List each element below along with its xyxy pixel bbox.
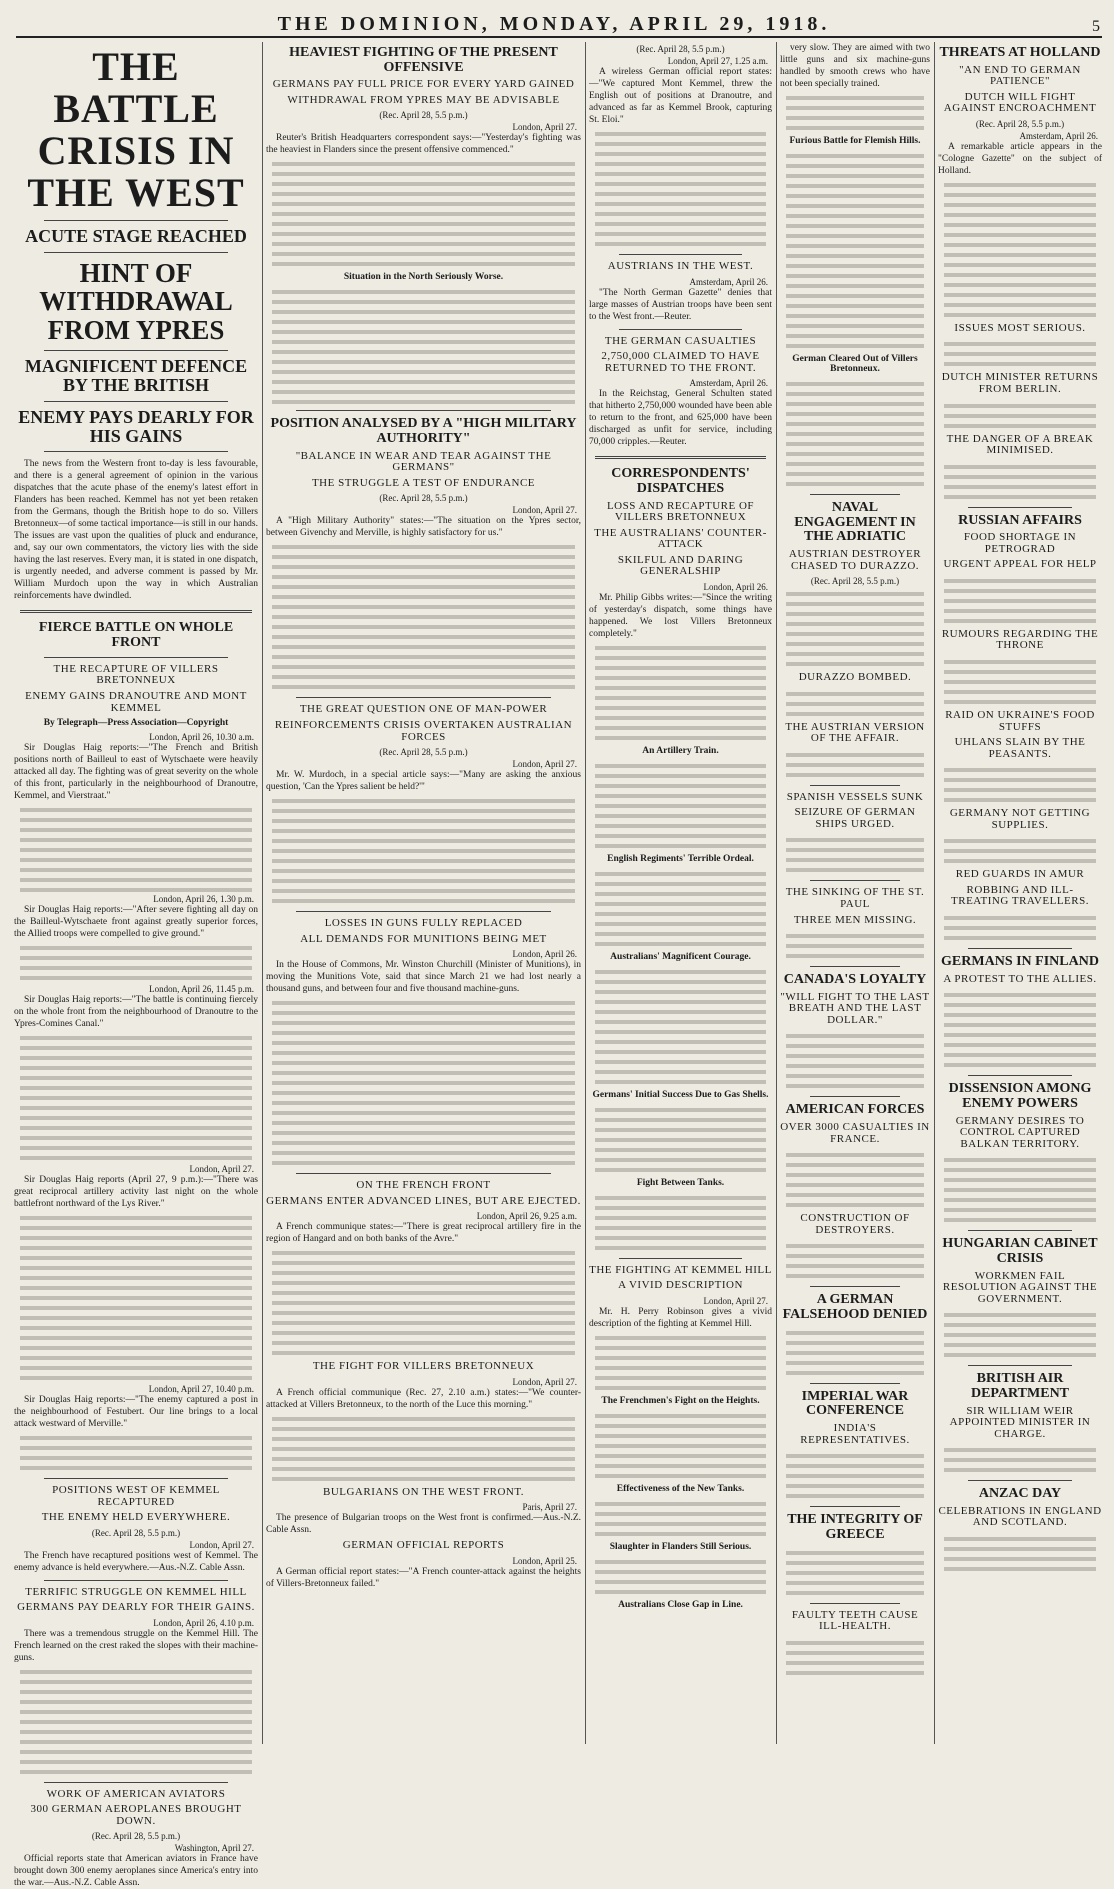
article-paragraph: Mr. H. Perry Robinson gives a vivid description of the fighting at Kemmel Hill.	[589, 1306, 772, 1329]
text-lines	[944, 835, 1096, 865]
divider	[296, 911, 551, 912]
dateline: London, April 25.	[512, 1555, 577, 1566]
text-block	[938, 912, 1102, 942]
headline: DISSENSION AMONG ENEMY POWERS	[948, 1081, 1092, 1111]
dateline: London, April 27.	[189, 1539, 254, 1550]
dateline: London, April 26, 9.25 a.m.	[476, 1211, 577, 1222]
text-block	[14, 1432, 258, 1472]
text-lines	[595, 1104, 766, 1174]
text-lines	[595, 1498, 766, 1538]
section-subhead: Furious Battle for Flemish Hills.	[789, 136, 921, 146]
column-rule	[262, 42, 263, 1744]
article-paragraph: A remarkable article appears in the "Cologne Gazette" on the subject of Holland.	[938, 141, 1102, 176]
dateline: London, April 27.	[512, 1376, 577, 1387]
section-subhead: An Artillery Train.	[642, 745, 719, 756]
headline: TERRIFIC STRUGGLE ON KEMMEL HILL	[25, 1585, 247, 1598]
dateline: London, April 26.	[512, 949, 577, 960]
subheadline: WORKMEN FAIL RESOLUTION AGAINST THE GOVERNMENT.	[942, 1269, 1098, 1305]
headline: THREATS AT HOLLAND	[939, 45, 1101, 60]
text-lines	[944, 179, 1096, 319]
subheadline: DUTCH MINISTER RETURNS FROM BERLIN.	[941, 371, 1099, 395]
text-lines	[786, 1149, 924, 1209]
text-block	[266, 158, 581, 268]
subheadline: GERMANS ENTER ADVANCED LINES, BUT ARE EJECTED.	[266, 1194, 581, 1207]
divider	[810, 1096, 900, 1097]
text-lines	[786, 749, 924, 779]
text-lines	[272, 286, 575, 404]
text-block	[14, 1032, 258, 1162]
text-lines	[786, 1240, 924, 1280]
text-block	[780, 1030, 930, 1090]
subheadline: LOSS AND RECAPTURE OF VILLERS BRETONNEUX	[606, 499, 755, 524]
text-lines	[944, 461, 1096, 501]
dateline: London, April 26, 10.30 a.m.	[149, 732, 254, 743]
dateline: London, April 27.	[512, 122, 577, 133]
text-block	[938, 1154, 1102, 1224]
subheadline: THE STRUGGLE A TEST OF ENDURANCE	[311, 476, 536, 489]
section-subhead: Situation in the North Seriously Worse.	[343, 272, 504, 283]
subheadline: ALL DEMANDS FOR MUNITIONS BEING MET	[300, 932, 547, 945]
divider	[810, 1286, 900, 1287]
divider	[810, 966, 900, 967]
text-lines	[595, 966, 766, 1086]
dateline: London, April 27.	[512, 505, 577, 516]
article-paragraph: Sir Douglas Haig reports (April 27, 9 p.m.):—"There was great reciprocal artillery activity last night on the whole battlefront northward of the Lys River."	[14, 1175, 258, 1210]
headline: AMERICAN FORCES	[785, 1102, 925, 1118]
text-lines	[786, 1030, 924, 1090]
text-block	[266, 541, 581, 691]
text-block	[780, 1149, 930, 1209]
subheadline: GERMANY NOT GETTING SUPPLIES.	[949, 807, 1091, 831]
text-lines	[595, 128, 766, 248]
text-block	[266, 795, 581, 905]
subheadline: THREE MEN MISSING.	[793, 913, 917, 926]
text-block	[589, 1332, 772, 1392]
headline: THE FIGHT FOR VILLERS BRETONNEUX	[312, 1360, 535, 1373]
column-1	[14, 42, 258, 1889]
subheadline: OVER 3000 CASUALTIES IN FRANCE.	[780, 1121, 930, 1145]
divider	[595, 456, 766, 459]
divider	[619, 329, 742, 330]
text-block	[14, 804, 258, 892]
text-lines	[20, 1432, 252, 1472]
text-lines	[595, 1192, 766, 1252]
text-lines	[944, 1444, 1096, 1474]
article-paragraph: Official reports state that American aviators in France have brought down 300 enemy aeroplanes since America's entry into the war.—Aus.-N.Z. Cable Assn.	[14, 1854, 258, 1889]
subheadline: 300 GERMAN AEROPLANES BROUGHT DOWN.	[30, 1803, 242, 1827]
article-paragraph: A wireless German official report states:—"We captured Mont Kemmel, threw the English out of positions at Dranoutre, and advanced as far as Kemmel Brook, capturing St. Eloi."	[589, 67, 772, 125]
section-subhead: Effectiveness of the New Tanks.	[616, 1483, 745, 1494]
headline: IMPERIAL WAR CONFERENCE	[801, 1388, 909, 1419]
headline: RUSSIAN AFFAIRS	[958, 512, 1082, 528]
text-block	[780, 834, 930, 874]
section-subhead: Germans' Initial Success Due to Gas Shells.	[592, 1089, 769, 1100]
headline: ACUTE STAGE REACHED	[25, 226, 247, 246]
divider	[810, 1506, 900, 1507]
dateline: London, April 27, 1.25 a.m.	[667, 56, 768, 66]
headline: MAGNIFICENT DEFENCE BY THE BRITISH	[24, 355, 248, 395]
headline: THE BATTLE CRISIS IN THE WEST	[27, 44, 245, 215]
subheadline: "BALANCE IN WEAR AND TEAR AGAINST THE GERMANS"	[295, 449, 552, 474]
subheadline: GERMANY DESIRES TO CONTROL CAPTURED BALKAN TERRITORY.	[955, 1114, 1085, 1150]
subheadline: RUMOURS REGARDING THE THRONE	[941, 627, 1099, 652]
text-block	[589, 1104, 772, 1174]
dateline: London, April 26, 11.45 p.m.	[149, 984, 254, 995]
dateline: Amsterdam, April 26.	[1019, 130, 1098, 141]
subheadline: ENEMY GAINS DRANOUTRE AND MONT KEMMEL	[25, 689, 247, 714]
dateline: London, April 26, 4.10 p.m.	[153, 1617, 254, 1628]
text-lines	[272, 1247, 575, 1357]
dateline: (Rec. April 28, 5.5 p.m.)	[379, 747, 468, 758]
text-block	[780, 378, 930, 488]
article-paragraph: In the House of Commons, Mr. Winston Churchill (Minister of Munitions), in moving the Munitions Vote, said that since March 21 we had lost nearly a thousand guns, and between four and five thousand machine-guns.	[266, 960, 581, 995]
dateline: London, April 27.	[703, 1295, 768, 1306]
divider	[296, 697, 551, 698]
column-rule	[585, 42, 586, 1744]
text-block	[589, 966, 772, 1086]
text-block	[938, 1444, 1102, 1474]
text-lines	[272, 795, 575, 905]
dateline: (Rec. April 28, 5.5 p.m.)	[975, 118, 1065, 129]
text-lines	[944, 656, 1096, 706]
headline: FAULTY TEETH CAUSE ILL-HEALTH.	[791, 1608, 919, 1633]
headline: HEAVIEST FIGHTING OF THE PRESENT OFFENSIVE	[289, 45, 558, 75]
subheadline: ROBBING AND ILL-TREATING TRAVELLERS.	[951, 883, 1089, 908]
text-block	[938, 989, 1102, 1069]
text-block	[780, 150, 930, 350]
text-lines	[20, 804, 252, 892]
dateline: (Rec. April 28, 5.5 p.m.)	[379, 493, 468, 504]
text-block	[938, 575, 1102, 625]
column-3	[589, 42, 772, 1748]
subheadline: URGENT APPEAL FOR HELP	[943, 558, 1097, 571]
divider	[810, 1603, 900, 1604]
subheadline: THE ENEMY HELD EVERYWHERE.	[41, 1511, 231, 1524]
text-block	[589, 642, 772, 742]
section-subhead: Fight Between Tanks.	[636, 1177, 725, 1188]
subheadline: RAID ON UKRAINE'S FOOD STUFFS	[945, 709, 1095, 733]
text-block	[780, 588, 930, 668]
divider	[44, 657, 228, 658]
divider	[20, 610, 252, 613]
text-lines	[595, 642, 766, 742]
text-block	[938, 338, 1102, 368]
text-block	[589, 868, 772, 948]
headline: ANZAC DAY	[978, 1486, 1062, 1502]
text-block	[780, 92, 930, 132]
article-paragraph: There was a tremendous struggle on the Kemmel Hill. The French learned on the crest raked the slopes with their machine-guns.	[14, 1628, 258, 1663]
headline: ON THE FRENCH FRONT	[356, 1179, 491, 1192]
divider	[44, 451, 228, 452]
subheadline: WITHDRAWAL FROM YPRES MAY BE ADVISABLE	[287, 93, 560, 106]
text-lines	[944, 912, 1096, 942]
text-lines	[944, 1533, 1096, 1573]
section-subhead: Australians Close Gap in Line.	[618, 1599, 743, 1610]
article-paragraph: A "High Military Authority" states:—"The situation on the Ypres sector, between Givenchy and Merville, is highly satisfactory for us."	[266, 516, 581, 539]
article-paragraph: Mr. Philip Gibbs writes:—"Since the writing of yesterday's dispatch, some things have happened. We lost Villers Bretonneux completely."	[589, 592, 772, 639]
divider	[44, 350, 228, 351]
dateline: London, April 26.	[703, 581, 768, 592]
text-lines	[786, 92, 924, 132]
text-lines	[272, 158, 575, 268]
text-lines	[20, 1032, 252, 1162]
text-block	[780, 1327, 930, 1377]
text-block	[938, 764, 1102, 804]
subheadline: A PROTEST TO THE ALLIES.	[943, 972, 1097, 985]
masthead	[16, 6, 1102, 38]
subheadline: FOOD SHORTAGE IN PETROGRAD	[963, 531, 1077, 555]
text-block	[780, 1547, 930, 1597]
text-lines	[786, 378, 924, 488]
headline: BRITISH AIR DEPARTMENT	[970, 1371, 1070, 1401]
article-paragraph: A French communique states:—"There is great reciprocal artillery fire in the region of Hangard and on both banks of the Avre."	[266, 1222, 581, 1245]
text-lines	[786, 688, 924, 718]
subheadline: UHLANS SLAIN BY THE PEASANTS.	[954, 736, 1086, 760]
subheadline: DURAZZO BOMBED.	[798, 671, 912, 684]
divider	[810, 1383, 900, 1384]
text-block	[589, 1410, 772, 1480]
headline: ENEMY PAYS DEARLY FOR HIS GAINS	[18, 406, 254, 446]
divider	[44, 401, 228, 402]
article-paragraph: Sir Douglas Haig reports:—"The enemy captured a post in the neighbourhood of Festubert. Our line brings to a local attack westward of Merville."	[14, 1395, 258, 1430]
headline: POSITION ANALYSED BY A "HIGH MILITARY AUTHORITY"	[270, 416, 577, 447]
column-4	[780, 42, 930, 1748]
text-block	[589, 1556, 772, 1596]
divider	[619, 254, 742, 255]
divider	[44, 252, 228, 253]
text-lines	[786, 150, 924, 350]
subheadline: 2,750,000 CLAIMED TO HAVE RETURNED TO THE FRONT.	[601, 350, 760, 374]
dateline: London, April 27.	[512, 759, 577, 770]
text-lines	[944, 1309, 1096, 1359]
dateline: (Rec. April 28, 5.5 p.m.)	[91, 1527, 181, 1538]
headline: A GERMAN FALSEHOOD DENIED	[782, 1292, 928, 1322]
divider	[968, 507, 1072, 508]
headline: WORK OF AMERICAN AVIATORS	[46, 1787, 226, 1800]
text-block	[938, 400, 1102, 430]
section-subhead: The Frenchmen's Fight on the Heights.	[601, 1395, 760, 1406]
divider	[810, 785, 900, 786]
text-lines	[786, 1450, 924, 1500]
text-lines	[272, 997, 575, 1167]
text-block	[938, 1309, 1102, 1359]
dateline: Amsterdam, April 26.	[689, 378, 768, 389]
column-2	[266, 42, 581, 1748]
text-lines	[944, 1154, 1096, 1224]
subheadline: THE AUSTRIAN VERSION OF THE AFFAIR.	[785, 720, 925, 745]
text-block	[266, 997, 581, 1167]
section-subhead: German Cleared Out of Villers Bretonneux.	[792, 354, 918, 374]
dateline: London, April 26, 1.30 p.m.	[153, 894, 254, 905]
text-block	[938, 835, 1102, 865]
headline: LOSSES IN GUNS FULLY REPLACED	[324, 917, 523, 930]
divider	[810, 880, 900, 881]
article-paragraph: In the Reichstag, General Schulten stated that hitherto 2,750,000 wounded have been able to return to the front, and 625,000 have been discharged as unfit for service, including 70,000 cripples.—Reuter.	[589, 389, 772, 448]
divider	[968, 948, 1072, 949]
dateline: (Rec. April 28, 5.5 p.m.)	[636, 44, 725, 54]
text-block	[266, 1247, 581, 1357]
text-block	[589, 128, 772, 248]
text-lines	[786, 588, 924, 668]
subheadline: A VIVID DESCRIPTION	[618, 1279, 743, 1292]
subheadline: THE DANGER OF A BREAK MINIMISED.	[946, 432, 1094, 457]
article-paragraph: Sir Douglas Haig reports:—"After severe fighting all day on the Bailleul-Wytschaete front against greatly superior forces, the Allied troops were compelled to give ground."	[14, 905, 258, 940]
subheadline: "AN END TO GERMAN PATIENCE"	[959, 63, 1081, 88]
column-rule	[934, 42, 935, 1744]
text-block	[589, 760, 772, 850]
dateline: Paris, April 27.	[522, 1502, 577, 1513]
headline: HINT OF WITHDRAWAL FROM YPRES	[39, 257, 233, 345]
text-block	[780, 688, 930, 718]
dateline: Amsterdam, April 26.	[689, 276, 768, 287]
divider	[44, 220, 228, 221]
subheadline: SKILFUL AND DARING GENERALSHIP	[617, 553, 744, 578]
section-subhead: Australians' Magnificent Courage.	[610, 951, 751, 962]
article-paragraph: very slow. They are aimed with two little guns and six machine-guns handled by smooth crews who have not been specially trained.	[780, 43, 930, 89]
text-lines	[786, 1547, 924, 1597]
section-subhead: English Regiments' Terrible Ordeal.	[607, 853, 754, 864]
text-lines	[786, 1637, 924, 1677]
dateline: (Rec. April 28, 5.5 p.m.)	[379, 110, 468, 121]
subheadline: RED GUARDS IN AMUR	[955, 868, 1085, 881]
dateline: London, April 27, 10.40 p.m.	[148, 1384, 254, 1395]
text-lines	[20, 1212, 252, 1382]
subheadline: INDIA'S REPRESENTATIVES.	[800, 1422, 910, 1446]
divider	[44, 1580, 228, 1581]
text-block	[14, 1666, 258, 1776]
text-lines	[595, 1556, 766, 1596]
article-paragraph: The presence of Bulgarian troops on the West front is confirmed.—Aus.-N.Z. Cable Assn.	[266, 1513, 581, 1536]
headline: NAVAL ENGAGEMENT IN THE ADRIATIC	[794, 500, 916, 545]
headline: THE FIGHTING AT KEMMEL HILL	[589, 1263, 772, 1276]
text-lines	[944, 575, 1096, 625]
text-block	[938, 1533, 1102, 1573]
text-lines	[595, 1332, 766, 1392]
text-lines	[944, 764, 1096, 804]
headline: GERMANS IN FINLAND	[941, 953, 1099, 969]
text-lines	[595, 1410, 766, 1480]
divider	[44, 1782, 228, 1783]
headline: SPANISH VESSELS SUNK	[786, 790, 924, 803]
text-block	[780, 749, 930, 779]
section-subhead: Slaughter in Flanders Still Serious.	[609, 1541, 752, 1552]
column-rule	[776, 42, 777, 1744]
headline: BULGARIANS ON THE WEST FRONT.	[322, 1485, 524, 1498]
divider	[968, 1365, 1072, 1366]
divider	[296, 410, 551, 411]
page-number: 5	[1092, 18, 1102, 35]
text-block	[938, 656, 1102, 706]
text-lines	[944, 989, 1096, 1069]
text-block	[266, 1413, 581, 1483]
headline: AUSTRIANS IN THE WEST.	[607, 260, 754, 272]
text-lines	[20, 1666, 252, 1776]
text-lines	[595, 868, 766, 948]
headline: THE SINKING OF THE ST. PAUL	[785, 886, 925, 910]
subheadline: CONSTRUCTION OF DESTROYERS.	[800, 1212, 910, 1236]
subheadline: GERMANS PAY DEARLY FOR THEIR GAINS.	[17, 1601, 255, 1614]
text-lines	[786, 834, 924, 874]
text-lines	[786, 930, 924, 960]
divider	[968, 1480, 1072, 1481]
subheadline: AUSTRIAN DESTROYER CHASED TO DURAZZO.	[788, 548, 922, 572]
subheadline: GERMANS PAY FULL PRICE FOR EVERY YARD GAINED	[272, 78, 575, 91]
dateline: (Rec. April 28, 5.5 p.m.)	[810, 576, 900, 587]
headline: THE GERMAN CASUALTIES	[604, 334, 757, 347]
headline: POSITIONS WEST OF KEMMEL RECAPTURED	[52, 1484, 220, 1508]
text-block	[14, 1212, 258, 1382]
headline: THE GREAT QUESTION ONE OF MAN-POWER	[299, 703, 548, 716]
text-lines	[944, 400, 1096, 430]
divider	[44, 1478, 228, 1479]
text-block	[938, 461, 1102, 501]
headline: HUNGARIAN CABINET CRISIS	[942, 1236, 1098, 1266]
text-block	[14, 942, 258, 982]
dateline: (Rec. April 28, 5.5 p.m.)	[91, 1831, 181, 1842]
text-lines	[786, 1327, 924, 1377]
text-block	[266, 286, 581, 404]
subheadline: CELEBRATIONS IN ENGLAND AND SCOTLAND.	[938, 1504, 1102, 1529]
divider	[810, 494, 900, 495]
text-block	[589, 1498, 772, 1538]
masthead-title: THE DOMINION, MONDAY, APRIL 29, 1918.	[277, 13, 831, 35]
byline: By Telegraph—Press Association—Copyright	[43, 718, 229, 729]
text-lines	[944, 338, 1096, 368]
subheadline: REINFORCEMENTS CRISIS OVERTAKEN AUSTRALIAN FORCES	[274, 719, 573, 743]
article-paragraph: A French official communique (Rec. 27, 2.10 a.m.) states:—"We counter-attacked at Villers Bretonneux, to the north of the Luce this morning."	[266, 1387, 581, 1410]
article-paragraph: The French have recaptured positions west of Kemmel. The enemy advance is held everywhere.—Aus.-N.Z. Cable Assn.	[14, 1550, 258, 1573]
subheadline: THE RECAPTURE OF VILLERS BRETONNEUX	[53, 662, 219, 687]
divider	[619, 1258, 742, 1259]
text-block	[780, 1637, 930, 1677]
article-paragraph: A German official report states:—"A French counter-attack against the heights of Villers-Bretonneux failed."	[266, 1566, 581, 1589]
headline: FIERCE BATTLE ON WHOLE FRONT	[38, 620, 234, 651]
intro-paragraph: The news from the Western front to-day is less favourable, and there is a general agreement of opinion in the various dispatches that the acute phase of the enemy's latest effort in Flanders has been reached. Kemmel has not yet been retaken from the Germans, though the British hope to do so. Villers Bretonneux—of some tactical importance—is still in our hands. The issues are vast upon the qualities of pluck and endurance, and, say our own commentators, the victory lies with the side having the last reserves. Every man, it is stated in one dispatch, is urgently needed, and adverse comment is passed by Mr. William Murdoch upon the way in which Australian reinforcements have dwindled.	[14, 459, 258, 602]
subheadline: ISSUES MOST SERIOUS.	[954, 321, 1086, 334]
subheadline: THE AUSTRALIANS' COUNTER-ATTACK	[594, 526, 767, 551]
divider	[296, 1173, 551, 1174]
divider	[968, 1230, 1072, 1231]
article-paragraph: Reuter's British Headquarters correspondent says:—"Yesterday's fighting was the heaviest in Flanders since the present offensive commenced."	[266, 133, 581, 156]
headline: CANADA'S LOYALTY	[783, 972, 927, 988]
text-lines	[20, 942, 252, 982]
headline: CORRESPONDENTS' DISPATCHES	[611, 466, 750, 496]
text-lines	[595, 760, 766, 850]
article-paragraph: Sir Douglas Haig reports:—"The battle is continuing fiercely on the whole front from the neighbourhood of Dranoutre to the Ypres-Comines Canal."	[14, 995, 258, 1030]
divider	[968, 1075, 1072, 1076]
article-paragraph: Sir Douglas Haig reports:—"The French and British positions north of Bailleul to east of Wytschaete were heavily attacked all day. The fighting was of great severity on the whole of this front, particularly in the neighbourhood of Dranoutre, Kemmel, and Vierstraat."	[14, 743, 258, 802]
dateline: London, April 27.	[189, 1164, 254, 1175]
text-block	[780, 930, 930, 960]
text-block	[780, 1240, 930, 1280]
headline: THE INTEGRITY OF GREECE	[787, 1512, 923, 1542]
text-lines	[272, 1413, 575, 1483]
dateline: Washington, April 27.	[174, 1843, 254, 1854]
text-block	[780, 1450, 930, 1500]
text-block	[589, 1192, 772, 1252]
subheadline: SIR WILLIAM WEIR APPOINTED MINISTER IN CHARGE.	[949, 1404, 1091, 1440]
article-paragraph: "The North German Gazette" denies that large masses of Austrian troops have been sent to the West front.—Reuter.	[589, 287, 772, 322]
column-5	[938, 42, 1102, 1748]
subheadline: "WILL FIGHT TO THE LAST BREATH AND THE LAST DOLLAR."	[780, 990, 930, 1026]
text-lines	[272, 541, 575, 691]
subheadline: SEIZURE OF GERMAN SHIPS URGED.	[794, 806, 916, 830]
text-block	[938, 179, 1102, 319]
article-paragraph: Mr. W. Murdoch, in a special article says:—"Many are asking the anxious question, 'Can the Ypres salient be held?'"	[266, 770, 581, 793]
subheadline: DUTCH WILL FIGHT AGAINST ENCROACHMENT	[943, 90, 1097, 115]
headline: GERMAN OFFICIAL REPORTS	[342, 1539, 505, 1552]
